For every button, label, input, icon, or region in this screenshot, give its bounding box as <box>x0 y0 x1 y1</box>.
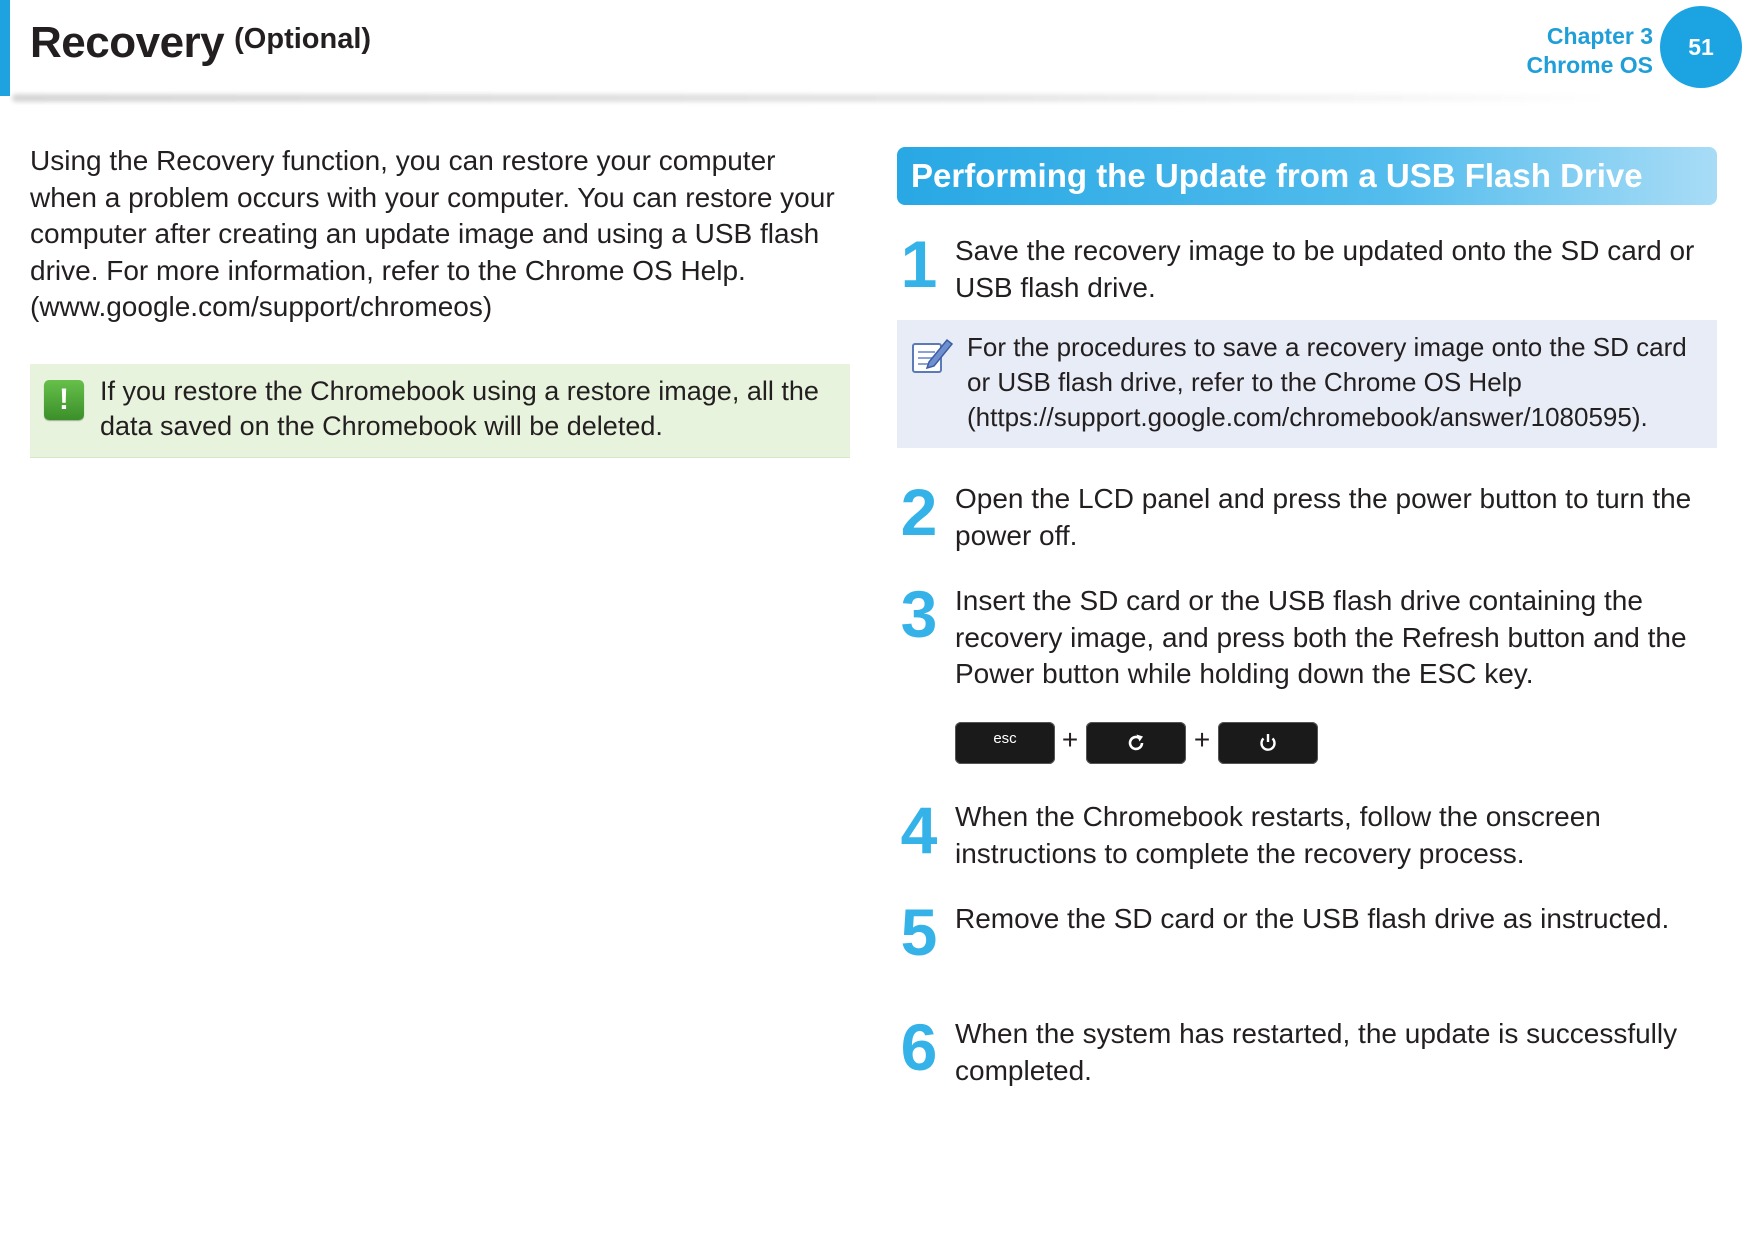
exclamation-icon: ! <box>44 380 84 420</box>
power-key <box>1218 722 1318 764</box>
step-text: When the system has restarted, the update is successfully completed. <box>955 1018 1678 1086</box>
step-text: Open the LCD panel and press the power button to turn the power off. <box>955 483 1692 551</box>
note-box <box>897 320 1717 448</box>
warning-box <box>30 364 850 458</box>
warning-text: If you restore the Chromebook using a restore image, all the data saved on the Chromebook will be deleted. <box>100 376 819 441</box>
section-header <box>897 147 1717 205</box>
chapter-number: Chapter 3 <box>1546 23 1653 49</box>
plus-sign: + <box>1061 724 1079 755</box>
step-text: Save the recovery image to be updated onto the SD card or USB flash drive. <box>955 235 1695 303</box>
chapter-name: Chrome OS <box>1526 52 1653 78</box>
step-number: 6 <box>900 1010 938 1084</box>
step-text: Remove the SD card or the USB flash drive as instructed. <box>955 903 1670 934</box>
step-text: When the Chromebook restarts, follow the onscreen instructions to complete the recovery process. <box>955 801 1601 869</box>
refresh-icon <box>1124 731 1148 755</box>
step-number: 4 <box>900 793 938 867</box>
chapter-label <box>1526 22 1653 80</box>
refresh-key <box>1086 722 1186 764</box>
page-title-suffix: (Optional) <box>234 23 372 55</box>
step-number: 2 <box>900 475 938 549</box>
header-accent-bar <box>0 0 10 96</box>
page-number-badge: 51 <box>1660 6 1742 88</box>
step-number: 3 <box>900 577 938 651</box>
step-text: Insert the SD card or the USB flash drive containing the recovery image, and press both the Refresh button and the Power button while holding down the ESC key. <box>955 585 1687 689</box>
header-divider <box>12 94 1612 102</box>
note-text: For the procedures to save a recovery image onto the SD card or USB flash drive, refer to the Chrome OS Help (https://support.google.com/chromebook/answer/1080595). <box>967 332 1687 432</box>
section-title: Performing the Update from a USB Flash Drive <box>911 157 1643 194</box>
intro-paragraph: Using the Recovery function, you can restore your computer when a problem occurs with your computer. You can restore your computer after creating an update image and using a USB flash drive. For more information, refer to the Chrome OS Help. (www.google.com/support/chromeos) <box>30 145 835 322</box>
plus-sign: + <box>1193 724 1211 755</box>
step-number: 1 <box>900 227 938 301</box>
pencil-note-icon <box>909 332 955 378</box>
page-title <box>30 18 371 68</box>
power-icon <box>1256 731 1280 755</box>
step-number: 5 <box>900 895 938 969</box>
page-title-main: Recovery <box>30 18 225 67</box>
esc-key-label: esc <box>993 730 1017 747</box>
esc-key <box>955 722 1055 764</box>
key-combination <box>955 722 1355 764</box>
